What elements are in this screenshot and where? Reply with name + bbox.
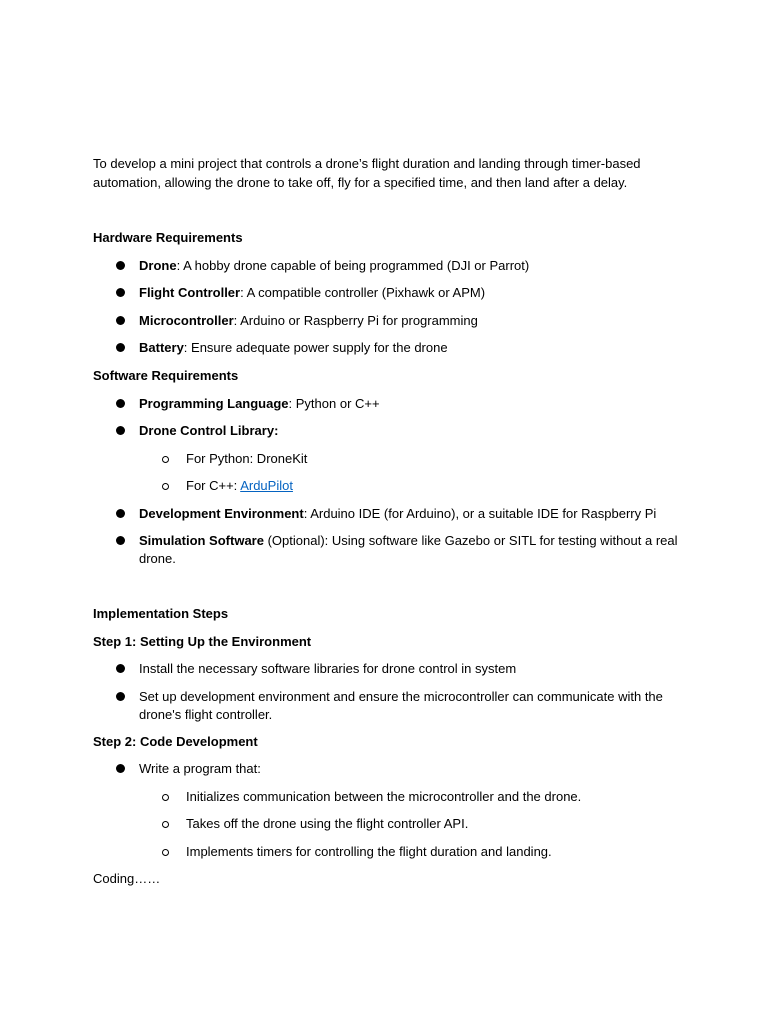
ardupilot-link[interactable]: ArduPilot [240,478,293,493]
step2-sub-item [93,843,693,861]
hardware-term: Flight Controller [139,285,241,300]
step2-heading: Step 2: Code Development [93,733,258,749]
software-item-language [93,395,693,413]
step2-item-text: Write a program that: [139,761,261,776]
implementation-section [93,605,693,889]
software-desc: (Optional): Using software like Gazebo or SITL for testing without a real [263,533,678,548]
hardware-term: Battery [139,340,184,355]
implementation-heading: Implementation Steps [93,606,229,621]
hardware-desc: : Ensure adequate power supply for the drone [183,340,448,355]
hardware-item-drone [93,257,693,275]
step2-item [93,760,693,778]
hardware-desc: : A compatible controller (Pixhawk or APM) [240,285,486,300]
software-item-dev-env [93,505,693,523]
hardware-heading: Hardware Requirements [93,230,243,245]
coding-text: Coding…… [93,871,161,886]
hardware-term: Microcontroller [139,312,234,328]
step1-heading: Step 1: Setting Up the Environment [93,633,312,649]
software-item-library [93,422,693,440]
step2-sub-item [93,815,693,833]
hardware-item-flight-controller [93,284,693,302]
software-section [93,367,693,568]
software-item-simulation [93,532,693,568]
step1-item-text: Set up development environment and ensure the microcontroller can communicate with the [139,688,663,704]
library-sub-python [93,450,693,468]
software-desc: : Arduino IDE (for Arduino), or a suitable IDE for Raspberry Pi [303,505,657,521]
software-heading: Software Requirements [93,368,239,383]
objective-paragraph [93,155,693,192]
software-term: Drone Control Library [139,423,275,438]
hardware-item-battery [93,339,693,357]
step1-item-text: Install the necessary software libraries for drone control in system [139,661,517,676]
step2-sub-text: Initializes communication between the microcontroller and the drone. [186,788,582,804]
software-term: Programming Language [139,395,289,411]
software-term: Development Environment [139,505,304,521]
library-sub-cpp [93,477,693,495]
software-term: Simulation Software [139,533,264,548]
step1-item [93,660,693,678]
software-desc: : Python or C++ [288,395,380,411]
objective-line-1: To develop a mini project that controls a drone’s flight duration and landing through timer-based [93,156,641,171]
step2-sub-text: Takes off the drone using the flight controller API. [186,816,469,831]
hardware-desc: : A hobby drone capable of being programmed (DJI or Parrot) [176,257,530,273]
hardware-section [93,229,693,357]
software-desc-cont: drone. [139,551,176,566]
objective-line-2: automation, allowing the drone to take off, fly for a specified time, and then land after a delay. [93,174,628,190]
library-sub-text: For Python: DroneKit [186,450,308,466]
hardware-term: Drone [139,257,177,273]
step2-sub-text: Implements timers for controlling the flight duration and landing. [186,843,552,859]
software-desc: : [274,423,279,438]
library-sub-text: For C++: [186,478,241,493]
step1-item-text-cont: drone's flight controller. [139,706,273,722]
step2-sub-item [93,788,693,806]
step1-item [93,688,693,724]
hardware-desc: : Arduino or Raspberry Pi for programming [233,312,478,328]
hardware-item-microcontroller [93,312,693,330]
